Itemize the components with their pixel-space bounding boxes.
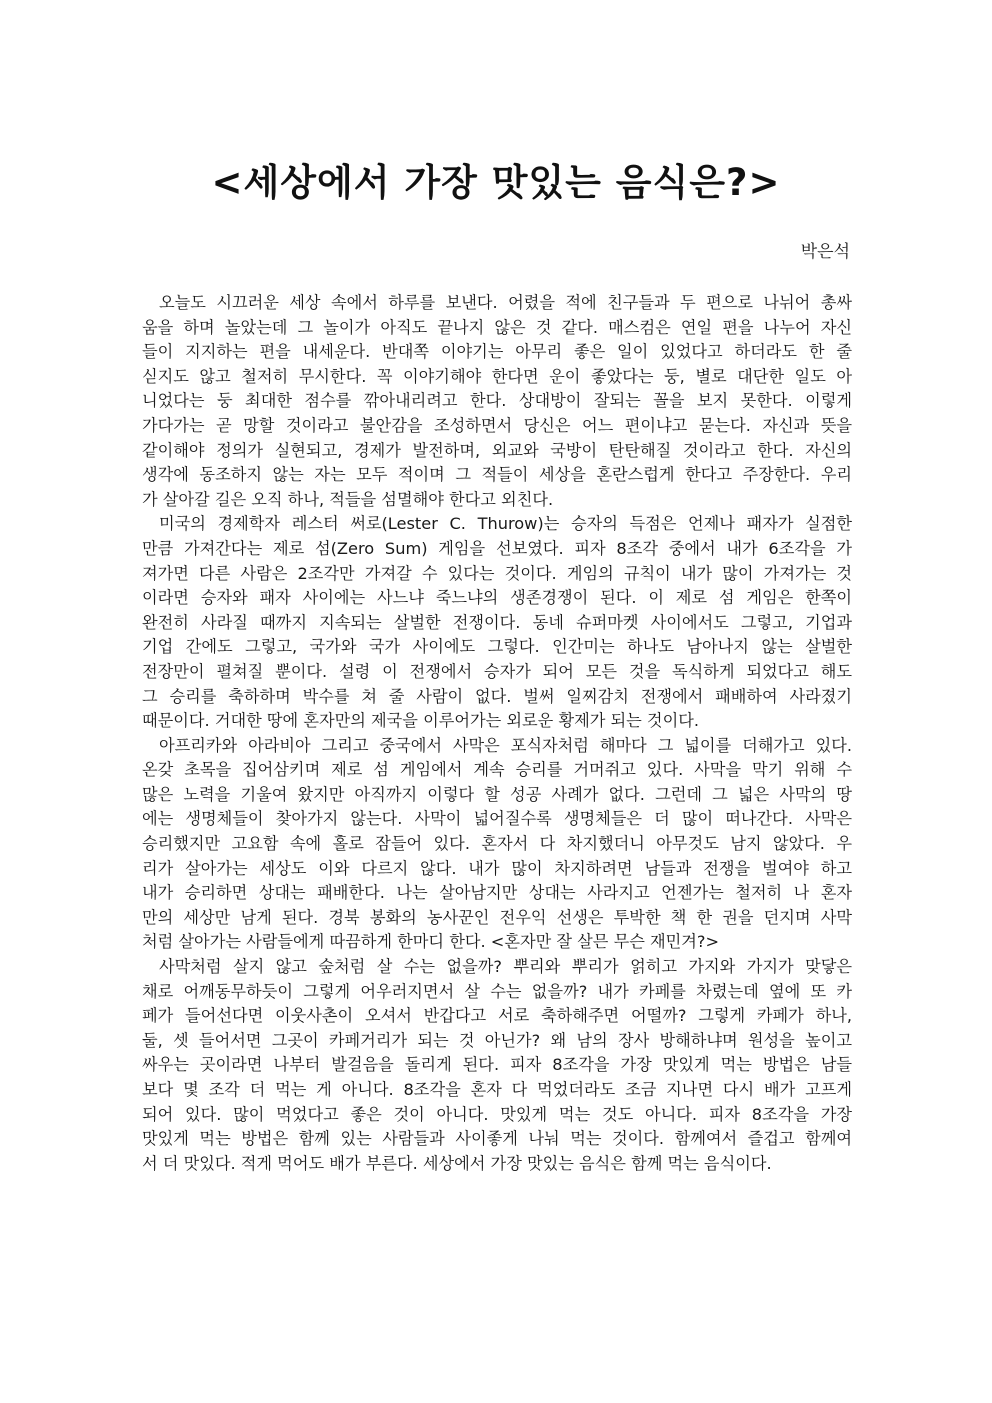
document-author: 박은석 (800, 242, 850, 262)
text-line: 채로 어깨동무하듯이 그렇게 어우러지면서 살 수는 없을까? 내가 카페를 차렸는데 옆에 또 카 (142, 981, 852, 1001)
text-line: 니었다는 둥 최대한 점수를 깎아내리려고 한다. 상대방이 잘되는 꼴을 보지 못한다. 이렇게 (142, 391, 852, 411)
text-line: 내가 승리하면 상대는 패배한다. 나는 살아남지만 상대는 사라지고 언젠가는 철저히 나 혼자 (142, 883, 852, 903)
text-line: 보다 몇 조각 더 먹는 게 아니다. 8조각을 혼자 다 먹었더라도 조금 지나면 다시 배가 고프게 (142, 1080, 852, 1099)
paragraph-4 (142, 955, 852, 1176)
text-line: 많은 노력을 기울여 왔지만 아직까지 이렇다 할 성공 사례가 없다. 그런데 그 넓은 사막의 땅 (142, 784, 852, 804)
text-line: 리가 살아가는 세상도 이와 다르지 않다. 내가 많이 차지하려면 남들과 전쟁을 벌여야 하고 (142, 858, 852, 878)
text-line: 처럼 살아가는 사람들에게 따끔하게 한마디 한다. <혼자만 잘 살믄 무슨 재민겨?> (142, 932, 720, 952)
text-line: 사막처럼 살지 않고 숲처럼 살 수는 없을까? 뿌리와 뿌리가 얽히고 가지와 가지가 맞닿은 (159, 957, 852, 977)
text-line: 생각에 동조하지 않는 자는 모두 적이며 그 적들이 세상을 혼란스럽게 한다고 주장한다. 우리 (142, 465, 852, 485)
text-line: 싸우는 곳이라면 나부터 발걸음을 돌리게 된다. 피자 8조각을 가장 맛있게 먹는 방법은 남들 (142, 1055, 852, 1075)
text-line: 아프리카와 아라비아 그리고 중국에서 사막은 포식자처럼 해마다 그 넓이를 더해가고 있다. (159, 735, 852, 755)
document-title: <세상에서 가장 맛있는 음식은?> (211, 161, 781, 204)
text-line: 이라면 승자와 패자 사이에는 사느냐 죽느냐의 생존경쟁이 된다. 이 제로 섬 게임은 한쪽이 (142, 588, 852, 608)
paragraph-3 (142, 734, 852, 955)
text-line: 같이해야 정의가 실현되고, 경제가 발전하며, 외교와 국방이 탄탄해질 것이라고 한다. 자신의 (142, 440, 852, 460)
text-line: 되어 있다. 많이 먹었다고 좋은 것이 아니다. 맛있게 먹는 것도 아니다. 피자 8조각을 가장 (142, 1104, 852, 1124)
text-line: 싣지도 않고 철저히 무시한다. 꼭 이야기해야 한다면 운이 좋았다는 둥, 별로 대단한 일도 아 (142, 366, 852, 386)
text-line: 들이 지지하는 편을 내세운다. 반대쪽 이야기는 아무리 좋은 일이 있었다고 하더라도 한 줄 (142, 342, 852, 362)
text-line: 져가면 다른 사람은 2조각만 가져갈 수 있다는 것이다. 게임의 규칙이 내가 많이 가져가는 것 (142, 563, 852, 583)
paragraph-2 (142, 512, 852, 733)
text-line: 기업 간에도 그렇고, 국가와 국가 사이에도 그렇다. 인간미는 하나도 남아나지 않는 살벌한 (142, 637, 852, 657)
text-line: 둘, 셋 들어서면 그곳이 카페거리가 되는 것 아닌가? 왜 남의 장사 방해하냐며 원성을 높이고 (142, 1030, 852, 1050)
text-line: 완전히 사라질 때까지 지속되는 살벌한 전쟁이다. 동네 슈퍼마켓 사이에서도 그렇고, 기업과 (142, 612, 852, 632)
text-line: 가 살아갈 길은 오직 하나, 적들을 섬멸해야 한다고 외친다. (142, 489, 554, 509)
text-line: 만큼 가져간다는 제로 섬(Zero Sum) 게임을 선보였다. 피자 8조각 중에서 내가 6조각을 가 (142, 538, 852, 558)
text-line: 에는 생명체들이 찾아가지 않는다. 사막이 넓어질수록 생명체들은 더 많이 떠나간다. 사막은 (142, 809, 852, 829)
text-line: 가다가는 곧 망할 것이라고 불안감을 조성하면서 당신은 어느 편이냐고 묻는다. 자신과 뜻을 (142, 415, 852, 435)
text-line: 페가 들어선다면 이웃사촌이 오셔서 반갑다고 서로 축하해주면 어떨까? 그렇게 카페가 하나, (142, 1006, 852, 1026)
text-line: 승리했지만 고요함 속에 홀로 잠들어 있다. 혼자서 다 차지했더니 아무것도 남지 않았다. 우 (142, 834, 852, 854)
text-line: 전장만이 펼쳐질 뿐이다. 설령 이 전쟁에서 승자가 되어 모든 것을 독식하게 되었다고 해도 (142, 661, 852, 681)
text-line: 미국의 경제학자 레스터 써로(Lester C. Thurow)는 승자의 득점은 언제나 패자가 실점한 (159, 514, 852, 534)
text-line: 서 더 맛있다. 적게 먹어도 배가 부른다. 세상에서 가장 맛있는 음식은 함께 먹는 음식이다. (142, 1153, 772, 1173)
document-body (142, 291, 852, 1176)
text-line: 온갖 초목을 집어삼키며 제로 섬 게임에서 계속 승리를 거머쥐고 있다. 사막을 막기 위해 수 (142, 760, 852, 780)
paragraph-1 (142, 291, 852, 512)
text-line: 만의 세상만 남게 된다. 경북 봉화의 농사꾼인 전우익 선생은 투박한 책 한 권을 던지며 사막 (142, 907, 852, 927)
text-line: 오늘도 시끄러운 세상 속에서 하루를 보낸다. 어렸을 적에 친구들과 두 편으로 나뉘어 총싸 (159, 293, 852, 312)
text-line: 맛있게 먹는 방법은 함께 있는 사람들과 사이좋게 나눠 먹는 것이다. 함께여서 즐겁고 함께여 (142, 1129, 852, 1149)
text-line: 움을 하며 놀았는데 그 놀이가 아직도 끝나지 않은 것 같다. 매스컴은 연일 편을 나누어 자신 (142, 317, 852, 337)
text-line: 때문이다. 거대한 땅에 혼자만의 제국을 이루어가는 외로운 황제가 되는 것이다. (142, 711, 699, 731)
text-line: 그 승리를 축하하며 박수를 쳐 줄 사람이 없다. 벌써 일찌감치 전쟁에서 패배하여 사라졌기 (142, 686, 852, 706)
